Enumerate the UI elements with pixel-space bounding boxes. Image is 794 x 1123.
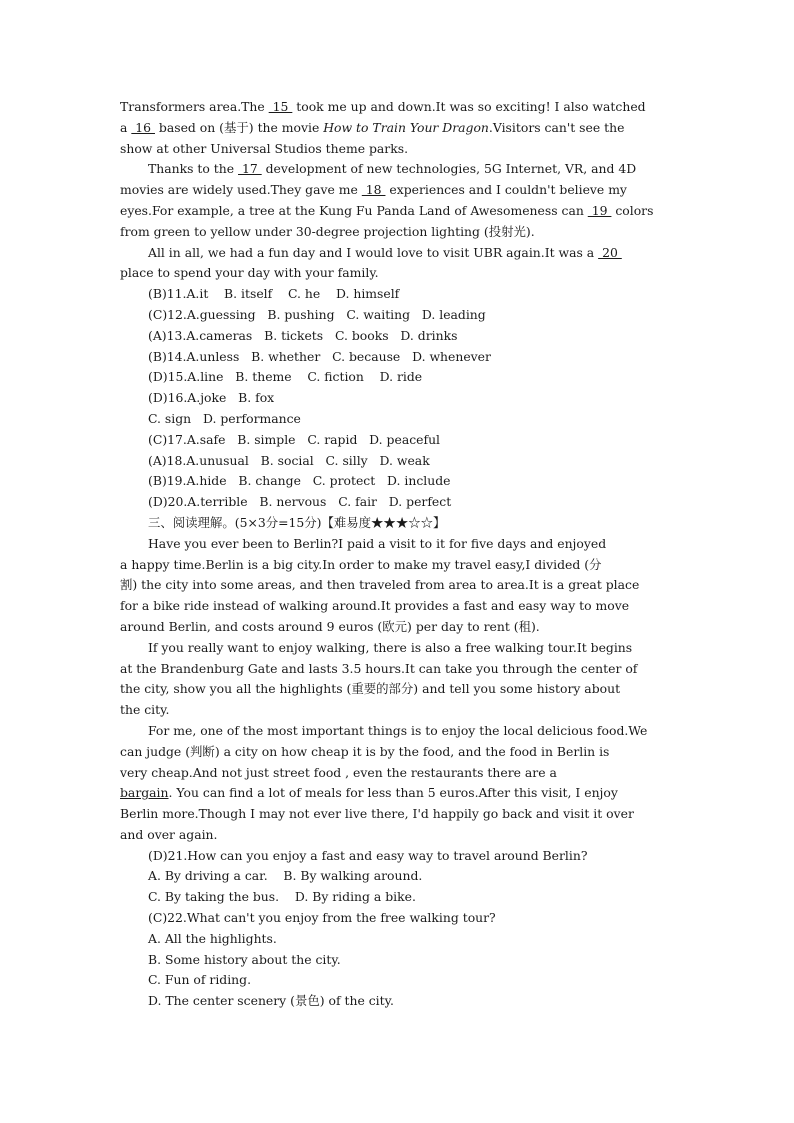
text-line: 割) the city into some areas, and then traveled from area to area.It is a great place [120,577,640,593]
answer-line: (A)13.A.cameras B. tickets C. books D. drinks [148,327,458,343]
answer-line: (D)20.A.terrible B. nervous C. fair D. perfect [148,494,452,510]
cloze-blank-18: 18 [361,182,386,198]
text-line: from green to yellow under 30-degree projection lighting (投射光). [120,223,535,239]
text-line: for a bike ride instead of walking around.It provides a fast and easy way to move [120,598,630,614]
text-line: can judge (判断) a city on how cheap it is by the food, and the food in Berlin is [120,743,610,759]
text-line: movies are widely used.They gave me 18 experiences and I couldn't believe my [120,182,627,198]
cloze-blank-20: 20 [598,244,622,260]
option-line: A. All the highlights. [148,930,277,946]
document-page [120,97,675,1012]
text-line: the city, show you all the highlights (重要的部分) and tell you some history about [120,681,621,697]
text-line: eyes.For example, a tree at the Kung Fu Panda Land of Awesomeness can 19 colors [120,202,654,218]
text-line: Have you ever been to Berlin?I paid a visit to it for five days and enjoyed [148,535,607,551]
cloze-blank-16: 16 [131,119,155,135]
answer-line: (C)12.A.guessing B. pushing C. waiting D. leading [148,306,486,322]
text-line: For me, one of the most important things is to enjoy the local delicious food.We [148,722,648,738]
text-line: at the Brandenburg Gate and lasts 3.5 hours.It can take you through the center of [120,660,638,676]
text-line: and over again. [120,826,218,842]
cloze-blank-17: 17 [238,161,262,177]
answer-line: (A)18.A.unusual B. social C. silly D. weak [148,452,430,468]
option-line: C. By taking the bus. D. By riding a bike. [148,889,416,905]
answer-line: (B)11.A.it B. itself C. he D. himself [148,286,400,302]
answer-line: (C)17.A.safe B. simple C. rapid D. peaceful [148,431,441,447]
text-line: Berlin more.Though I may not ever live there, I'd happily go back and visit it over [120,806,634,822]
answer-line: (D)15.A.line B. theme C. fiction D. ride [148,369,423,385]
option-line: C. Fun of riding. [148,972,252,988]
text-line: very cheap.And not just street food , even the restaurants there are a [120,764,557,780]
answer-line: (B)14.A.unless B. whether C. because D. whenever [148,348,491,364]
section-heading: 三、阅读理解。(5×3分=15分)【难易度★★★☆☆】 [148,514,446,530]
text-line: Thanks to the 17 development of new technologies, 5G Internet, VR, and 4D [148,161,637,177]
answer-line: C. sign D. performance [148,410,301,426]
question-line: (D)21.How can you enjoy a fast and easy way to travel around Berlin? [148,847,588,863]
text-line: around Berlin, and costs around 9 euros (欧元) per day to rent (租). [120,618,540,634]
text-line: a happy time.Berlin is a big city.In order to make my travel easy,I divided (分 [120,556,602,572]
text-line [120,97,675,118]
answer-line: (B)19.A.hide B. change C. protect D. include [148,473,451,489]
underlined-word: bargain [120,785,169,801]
answer-line: (D)16.A.joke B. fox [148,390,275,406]
text-line: If you really want to enjoy walking, there is also a free walking tour.It begins [148,639,633,655]
text-line [120,118,675,139]
text-line: show at other Universal Studios theme parks. [120,140,409,156]
option-line: B. Some history about the city. [148,951,341,967]
question-line: (C)22.What can't you enjoy from the free walking tour? [148,910,496,926]
text-line: the city. [120,702,170,718]
cloze-blank-19: 19 [587,202,612,218]
option-line: D. The center scenery (景色) of the city. [148,993,394,1009]
line-text: Transformers area.The 15 took me up and down.It was so exciting! I also watched [120,99,646,114]
text-line: place to spend your day with your family. [120,265,379,281]
text-line: All in all, we had a fun day and I would love to visit UBR again.It was a 20 [148,244,622,260]
movie-title: How to Train Your Dragon [323,119,489,135]
cloze-blank-15: 15 [268,99,293,114]
line-text: a 16 based on (基于) the movie How to Train Your Dragon.Visitors can't see the [120,119,625,135]
text-line: bargain. You can find a lot of meals for less than 5 euros.After this visit, I enjoy [120,785,618,801]
option-line: A. By driving a car. B. By walking around. [148,868,423,884]
